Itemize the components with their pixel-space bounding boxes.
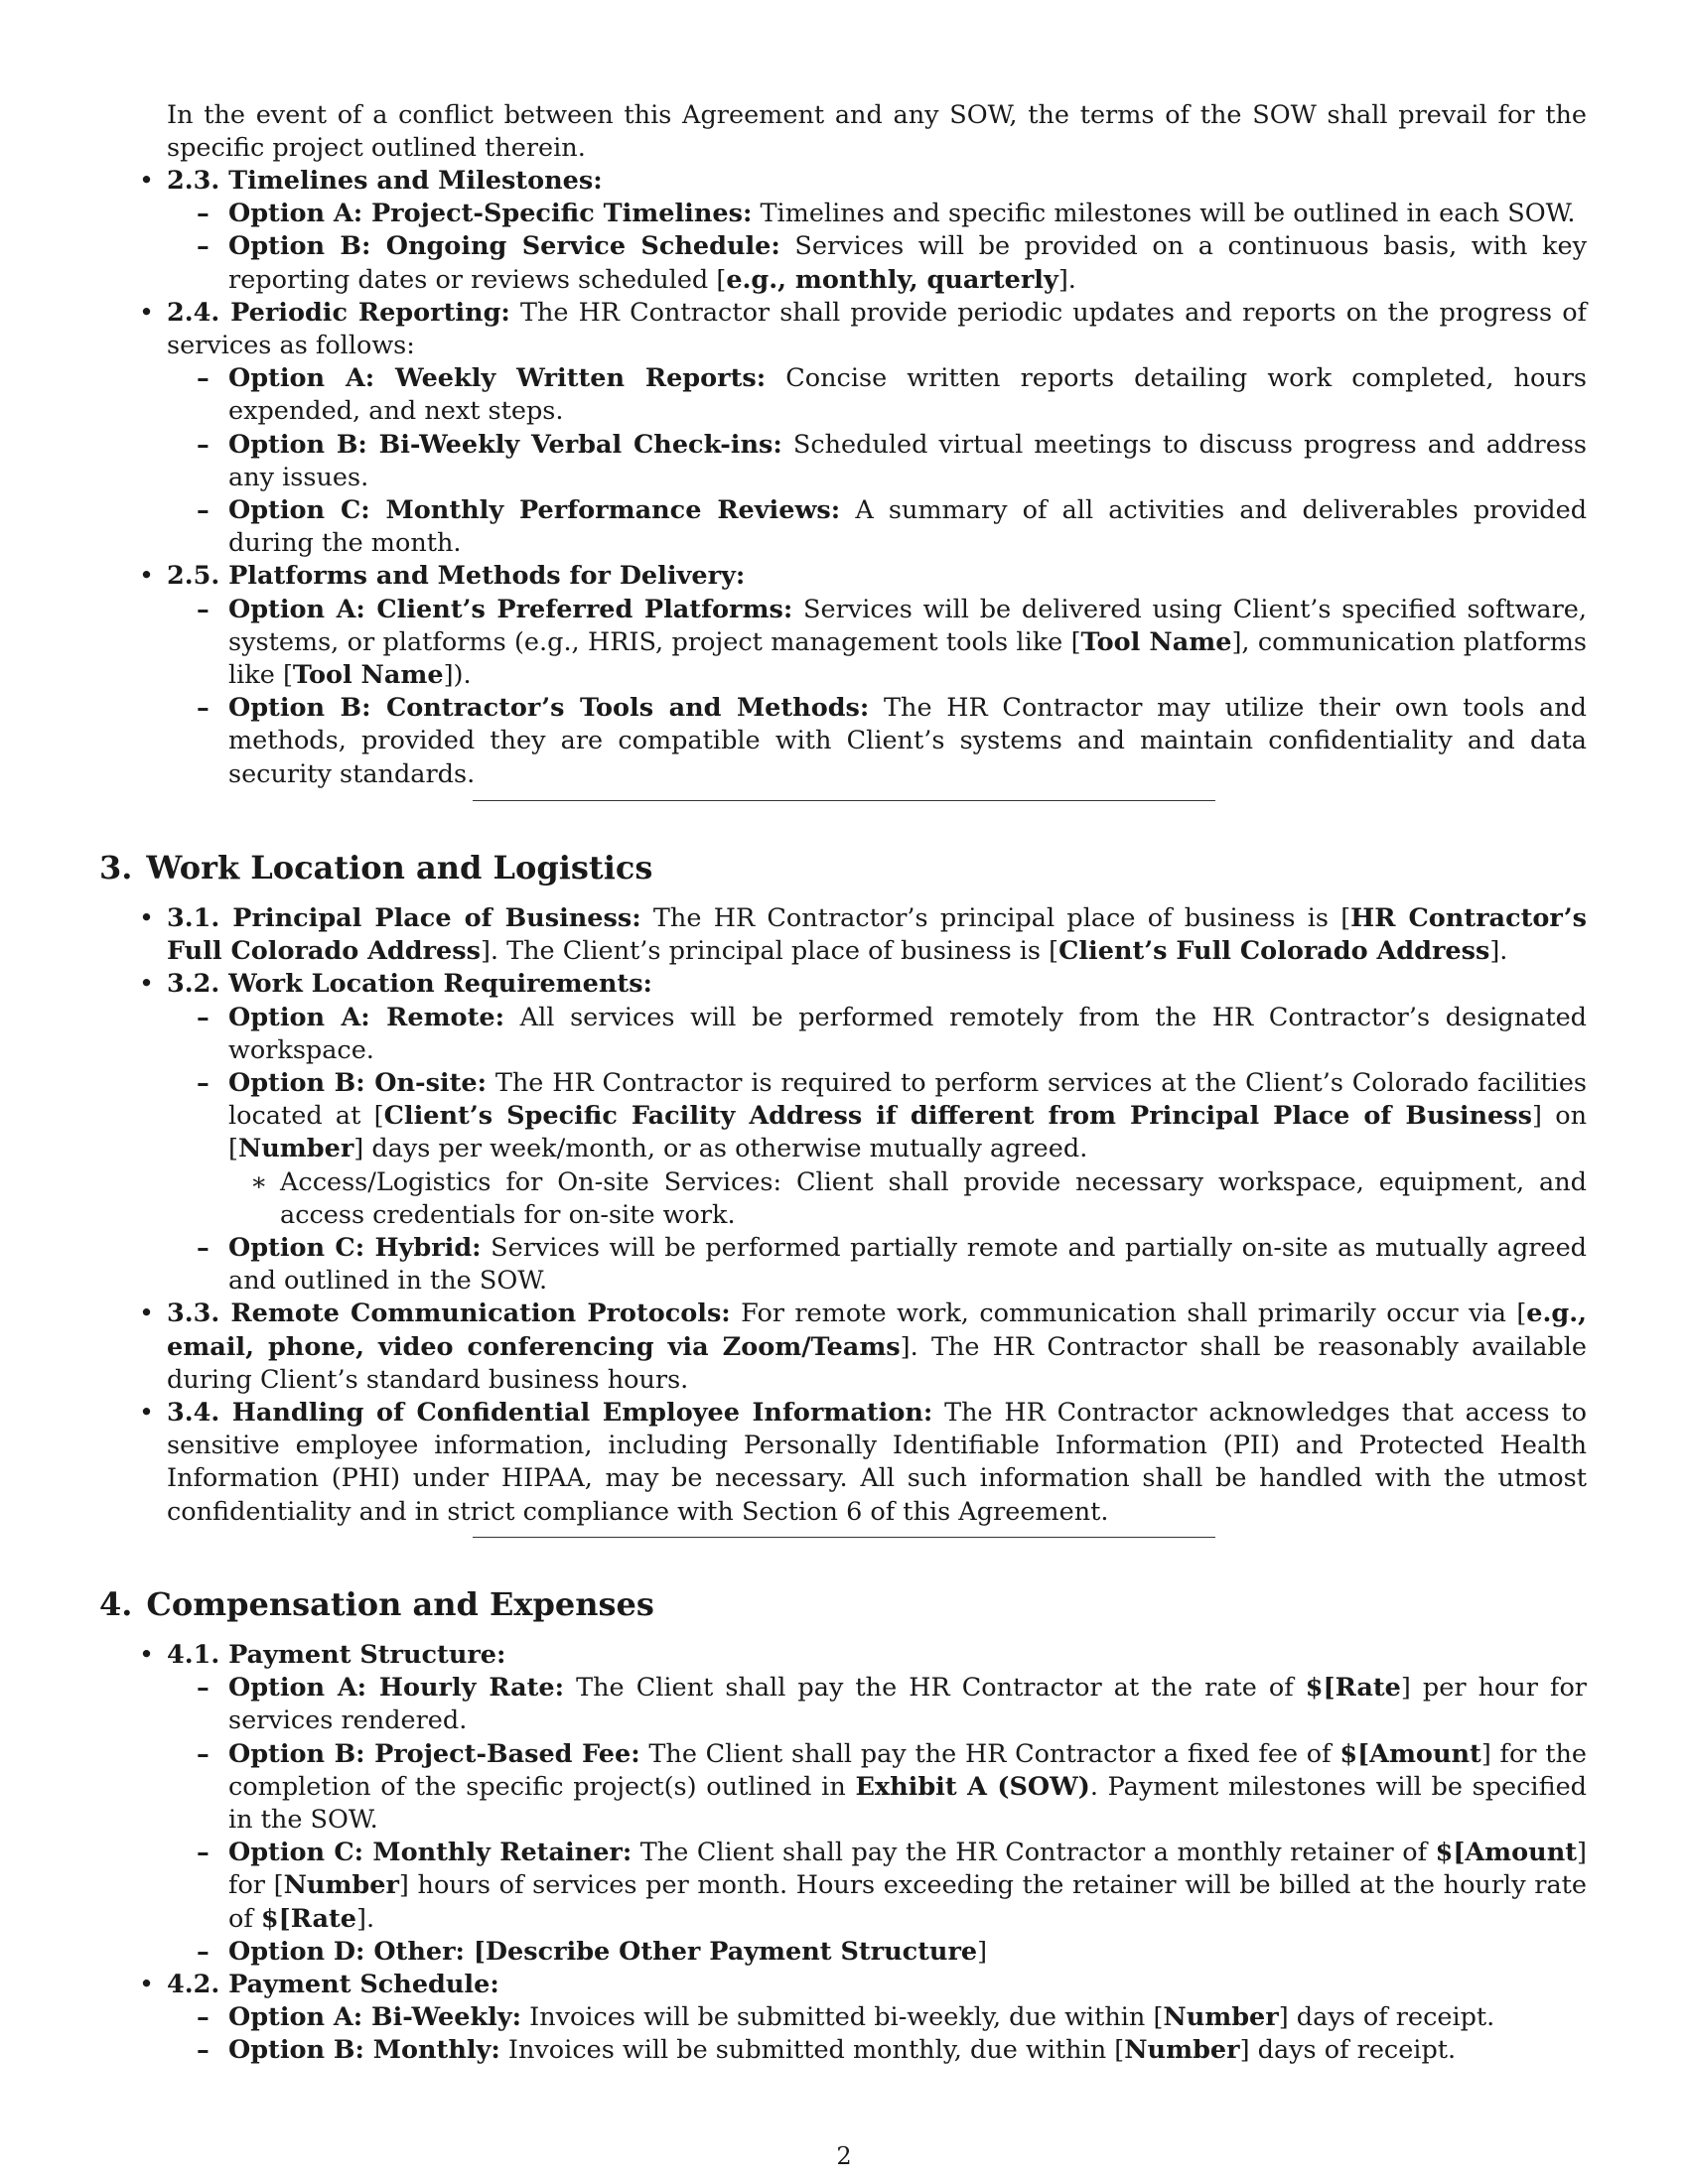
placeholder-text: Number xyxy=(1163,2002,1279,2033)
section-title: Work Location and Logistics xyxy=(146,849,653,887)
option-text: The Client shall pay the HR Contractor a fixed fee of xyxy=(648,1738,1340,1769)
option-text: Services will be provided on a continuous basis, with key reporting dates or reviews scheduled [ xyxy=(228,231,1587,295)
option-item xyxy=(228,429,1587,494)
item-label: 4.2. Payment Schedule: xyxy=(167,1970,499,2000)
item-text: ]. The Client’s principal place of business is [ xyxy=(480,936,1059,967)
intro-paragraph: In the event of a conflict between this Agreement and any SOW, the terms of the SOW shall prevail for the specific project outlined therein. xyxy=(167,100,1587,164)
option-label: Option B: Bi-Weekly Verbal Check-ins: xyxy=(228,429,782,460)
option-text: Invoices will be submitted monthly, due within [ xyxy=(507,2035,1125,2066)
section-3-list xyxy=(167,902,1587,1529)
section-divider xyxy=(473,1537,1215,1538)
option-text: Services will be performed partially remote and partially on-site as mutually agreed and outlined in the SOW. xyxy=(228,1233,1587,1297)
option-text: The HR Contractor is required to perform services at the Client’s Colorado facilities located at [ xyxy=(228,1068,1587,1132)
option-text: All services will be performed remotely from the HR Contractor’s designated workspace. xyxy=(228,1002,1587,1065)
option-item xyxy=(228,2034,1587,2067)
page-number: 2 xyxy=(836,2142,852,2170)
option-label: Option C: Monthly Retainer: xyxy=(228,1838,633,1868)
option-text: A summary of all activities and deliverables provided during the month. xyxy=(228,495,1588,559)
option-text: ] for [ xyxy=(228,1838,1587,1901)
option-label: Option B: On-site: xyxy=(228,1068,488,1099)
item-label: 3.1. Principal Place of Business: xyxy=(167,903,641,933)
item-label: 2.5. Platforms and Methods for Delivery: xyxy=(167,561,746,592)
list-item-2-3 xyxy=(167,165,1587,297)
option-item xyxy=(228,1232,1587,1297)
placeholder-text: Tool Name xyxy=(1080,626,1232,657)
item-text: The HR Contractor shall provide periodic updates and reports on the progress of services as follows: xyxy=(167,297,1587,361)
option-label: Option B: Project-Based Fee: xyxy=(228,1738,640,1769)
placeholder-text: e.g., monthly, quarterly xyxy=(726,264,1058,295)
placeholder-text: HR Contractor’s Full Colorado Address xyxy=(167,903,1587,967)
option-item xyxy=(228,1672,1587,1737)
list-item-3-4 xyxy=(167,1397,1587,1529)
item-label: 3.2. Work Location Requirements: xyxy=(167,969,652,1000)
item-label: 2.3. Timelines and Milestones: xyxy=(167,166,603,196)
list-item-2-4 xyxy=(167,297,1587,561)
placeholder-text: $[Rate xyxy=(1305,1673,1401,1704)
option-item xyxy=(228,2001,1587,2034)
option-text: Concise written reports detailing work completed, hours expended, and next steps. xyxy=(228,363,1588,427)
option-label: Option B: Ongoing Service Schedule: xyxy=(228,231,780,262)
section-number: 4. xyxy=(99,1585,133,1623)
option-label: Option B: Contractor’s Tools and Methods: xyxy=(228,693,870,724)
placeholder-text: Tool Name xyxy=(292,660,444,691)
section-number: 3. xyxy=(99,849,133,887)
option-label: Option A: Bi-Weekly: xyxy=(228,2002,522,2033)
list-item-3-2 xyxy=(167,968,1587,1297)
item-label: 2.4. Periodic Reporting: xyxy=(167,297,510,328)
sub-option-item xyxy=(280,1166,1587,1232)
sub-option-text: Access/Logistics for On-site Services: Client shall provide necessary workspace, equipment, and access credentials for on-site work. xyxy=(280,1166,1587,1230)
placeholder-text: Client’s Full Colorado Address xyxy=(1058,936,1490,967)
option-label: Option C: Hybrid: xyxy=(228,1233,482,1264)
option-label: Option A: Remote: xyxy=(228,1002,504,1032)
option-text: ], communication platforms like [ xyxy=(228,626,1587,691)
option-item xyxy=(228,1067,1587,1232)
option-text: ]. xyxy=(356,1903,375,1934)
option-text: ] for the completion of the specific project(s) outlined in xyxy=(228,1738,1588,1802)
option-item xyxy=(228,1002,1587,1067)
option-label: Option A: Hourly Rate: xyxy=(228,1673,565,1704)
option-text-end: ]. xyxy=(1057,264,1076,295)
option-text: ] on [ xyxy=(228,1101,1587,1164)
item-text: ]. The HR Contractor shall be reasonably available during Client’s standard business hours. xyxy=(167,1331,1587,1395)
option-text: ] days per week/month, or as otherwise mutually agreed. xyxy=(353,1134,1088,1164)
option-item xyxy=(228,362,1587,428)
option-label: Option D: Other: [Describe Other Payment Structure xyxy=(228,1936,978,1967)
item-text: For remote work, communication shall primarily occur via [ xyxy=(741,1298,1527,1329)
placeholder-text: Exhibit A (SOW) xyxy=(855,1771,1090,1802)
list-item-3-1 xyxy=(167,902,1587,968)
option-text: Services will be delivered using Client’s specified software, systems, or platforms (e.g., HRIS, project management tools like [ xyxy=(228,594,1587,657)
section-title: Compensation and Expenses xyxy=(146,1585,654,1623)
section-4-heading xyxy=(99,1584,654,1624)
placeholder-text: Number xyxy=(283,1870,399,1901)
option-item xyxy=(228,594,1587,693)
placeholder-text: Number xyxy=(237,1134,354,1164)
option-label: Option A: Weekly Written Reports: xyxy=(228,363,767,394)
option-text: The Client shall pay the HR Contractor a monthly retainer of xyxy=(639,1838,1436,1868)
placeholder-text: Client’s Specific Facility Address if different from Principal Place of Business xyxy=(383,1101,1532,1132)
item-text: ]. xyxy=(1489,936,1508,967)
placeholder-text: e.g., email, phone, video conferencing via Zoom/Teams xyxy=(167,1298,1587,1362)
section-3-heading xyxy=(99,848,652,887)
list-item-4-2 xyxy=(167,1969,1587,2068)
option-text: ] days of receipt. xyxy=(1239,2035,1457,2066)
option-text: Timelines and specific milestones will be outlined in each SOW. xyxy=(760,199,1576,229)
option-item xyxy=(228,1936,1587,1969)
section-2-list xyxy=(167,165,1587,791)
option-label: Option C: Monthly Performance Reviews: xyxy=(228,495,841,526)
option-text: ] days of receipt. xyxy=(1278,2002,1495,2033)
section-4-list xyxy=(167,1639,1587,2068)
option-text: Scheduled virtual meetings to discuss progress and address any issues. xyxy=(228,429,1588,492)
list-item-4-1 xyxy=(167,1639,1587,1969)
option-label: Option A: Client’s Preferred Platforms: xyxy=(228,594,793,624)
option-item xyxy=(228,230,1587,296)
placeholder-text: Number xyxy=(1124,2035,1240,2066)
option-item xyxy=(228,1837,1587,1936)
option-text: The HR Contractor may utilize their own tools and methods, provided they are compatible with Client’s systems and maintain confidentiality and data security standards. xyxy=(228,693,1588,789)
section-divider xyxy=(473,800,1215,801)
option-text: The Client shall pay the HR Contractor at the rate of xyxy=(576,1673,1306,1704)
option-text: ]). xyxy=(443,660,472,691)
placeholder-text: $[Amount xyxy=(1435,1838,1578,1868)
option-text: Invoices will be submitted bi-weekly, due within [ xyxy=(529,2002,1164,2033)
placeholder-text: $[Rate xyxy=(260,1903,357,1934)
item-text: The HR Contractor acknowledges that access to sensitive employee information, including Personally Identifiable Information (PII) and Protected Health Information (PHI) under HIPAA, may be necessary. All such information shall be handled with the utmost confidentiality and in strict compliance with Section 6 of this Agreement. xyxy=(167,1398,1588,1527)
placeholder-text: $[Amount xyxy=(1339,1738,1481,1769)
item-label: 3.4. Handling of Confidential Employee Information: xyxy=(167,1398,933,1429)
item-label: 4.1. Payment Structure: xyxy=(167,1640,506,1670)
item-label: 3.3. Remote Communication Protocols: xyxy=(167,1298,731,1329)
option-label: Option B: Monthly: xyxy=(228,2035,500,2066)
option-text: ] per hour for services rendered. xyxy=(228,1673,1587,1736)
list-item-2-5 xyxy=(167,560,1587,790)
option-text: ] xyxy=(977,1936,988,1967)
option-item xyxy=(228,198,1587,230)
option-label: Option A: Project-Specific Timelines: xyxy=(228,199,753,229)
option-text: . Payment milestones will be specified in the SOW. xyxy=(228,1771,1587,1836)
option-text: ] hours of services per month. Hours exceeding the retainer will be billed at the hourly rate of xyxy=(228,1870,1587,1934)
item-text: The HR Contractor’s principal place of business is [ xyxy=(652,903,1351,933)
option-item xyxy=(228,1738,1587,1838)
list-item-3-3 xyxy=(167,1297,1587,1397)
option-item xyxy=(228,692,1587,791)
option-item xyxy=(228,494,1587,560)
